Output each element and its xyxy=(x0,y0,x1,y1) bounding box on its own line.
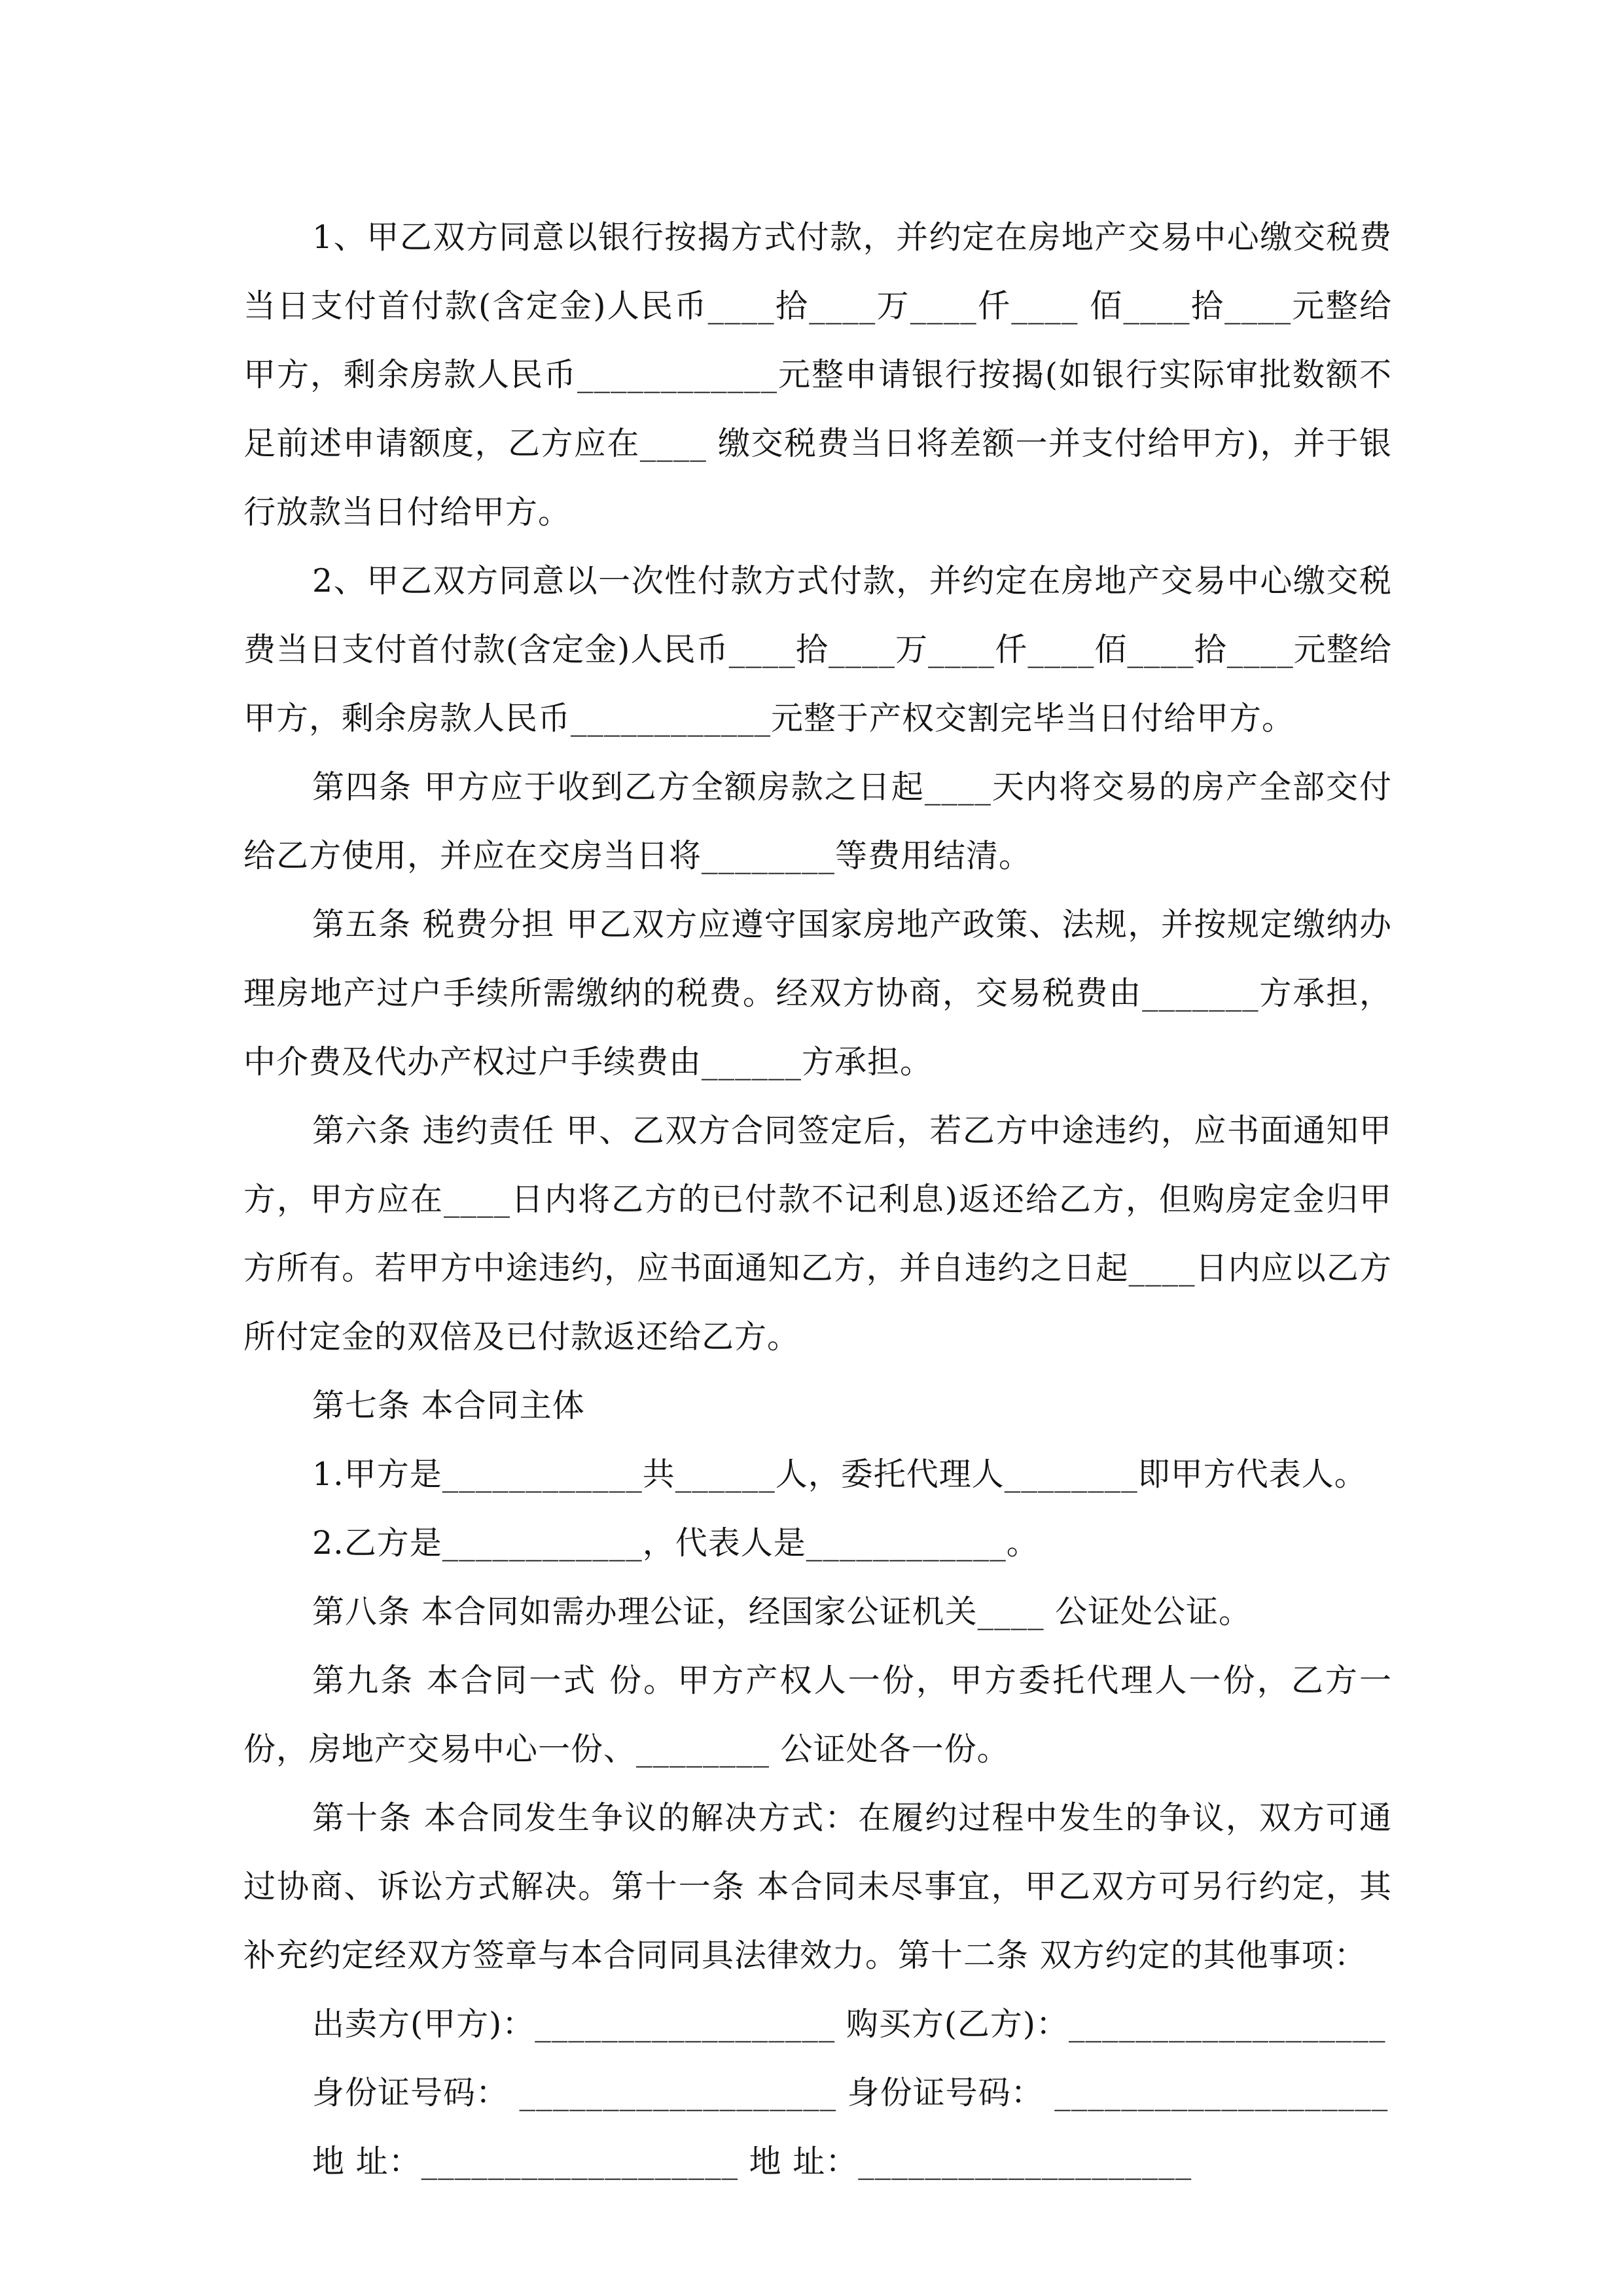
article-10-paragraph: 第十条 本合同发生争议的解决方式：在履约过程中发生的争议，双方可通过协商、诉讼方式解决。第十一条 本合同未尽事宜，甲乙双方可另行约定，其补充约定经双方签章与本合同同具法律效力。第十二条 双方约定的其他事项： xyxy=(243,1799,1392,1974)
buyer-address-label: 地 址： xyxy=(749,2143,859,2180)
article-8-line: 第八条 本合同如需办理公证，经国家公证机关____ 公证处公证。 xyxy=(312,1593,1252,1630)
seller-address-label: 地 址： xyxy=(312,2143,421,2180)
article-4-paragraph: 第四条 甲方应于收到乙方全额房款之日起____天内将交易的房产全部交付给乙方使用，并应在交房当日将________等费用结清。 xyxy=(243,768,1392,874)
buyer-signature-blank: ___________________ xyxy=(1069,2005,1386,2043)
article-7-heading: 第七条 本合同主体 xyxy=(312,1387,585,1424)
seller-id-blank: ___________________ xyxy=(519,2074,837,2111)
seller-label: 出卖方(甲方)： xyxy=(312,2005,535,2043)
party-b-line: 2.乙方是____________，代表人是____________。 xyxy=(312,1524,1039,1562)
seller-id-label: 身份证号码： xyxy=(312,2074,509,2111)
signature-address-row xyxy=(243,2127,1392,2196)
party-a-line: 1.甲方是____________共______人，委托代理人________即甲方代表人。 xyxy=(312,1456,1367,1493)
signature-party-row xyxy=(243,1990,1392,2058)
article-6-paragraph: 第六条 违约责任 甲、乙双方合同签定后，若乙方中途违约，应书面通知甲方，甲方应在____日内将乙方的已付款不记利息)返还给乙方，但购房定金归甲方所有。若甲方中途违约，应书面通知乙方，并自违约之日起____日内应以乙方所付定金的双倍及已付款返还给乙方。 xyxy=(243,1112,1392,1355)
signature-id-row xyxy=(243,2058,1392,2127)
seller-address-blank: ___________________ xyxy=(421,2143,739,2180)
article-9-paragraph: 第九条 本合同一式 份。甲方产权人一份，甲方委托代理人一份，乙方一份，房地产交易中心一份、________ 公证处各一份。 xyxy=(243,1662,1392,1768)
buyer-address-blank: ____________________ xyxy=(858,2143,1192,2180)
buyer-label: 购买方(乙方)： xyxy=(846,2005,1069,2043)
clause-paragraph: 1、甲乙双方同意以银行按揭方式付款，并约定在房地产交易中心缴交税费当日支付首付款(含定金)人民币____拾____万____仟____ 佰____拾____元整给甲方，剩余房款人民币____________元整申请银行按揭(如银行实际审批数额不足前述申请额度，乙方应在____ 缴交税费当日将差额一并支付给甲方)，并于银行放款当日付给甲方。 xyxy=(243,219,1392,531)
seller-signature-blank: __________________ xyxy=(535,2005,836,2043)
article-5-paragraph: 第五条 税费分担 甲乙双方应遵守国家房地产政策、法规，并按规定缴纳办理房地产过户手续所需缴纳的税费。经双方协商，交易税费由_______方承担，中介费及代办产权过户手续费由______方承担。 xyxy=(243,906,1392,1081)
buyer-id-blank: ____________________ xyxy=(1054,2074,1389,2111)
clause-paragraph: 2、甲乙双方同意以一次性付款方式付款，并约定在房地产交易中心缴交税费当日支付首付款(含定金)人民币____拾____万____仟____佰____拾____元整给甲方，剩余房款人民币____________元整于产权交割完毕当日付给甲方。 xyxy=(243,562,1392,737)
document-page xyxy=(243,203,1392,2196)
buyer-id-label: 身份证号码： xyxy=(847,2074,1044,2111)
